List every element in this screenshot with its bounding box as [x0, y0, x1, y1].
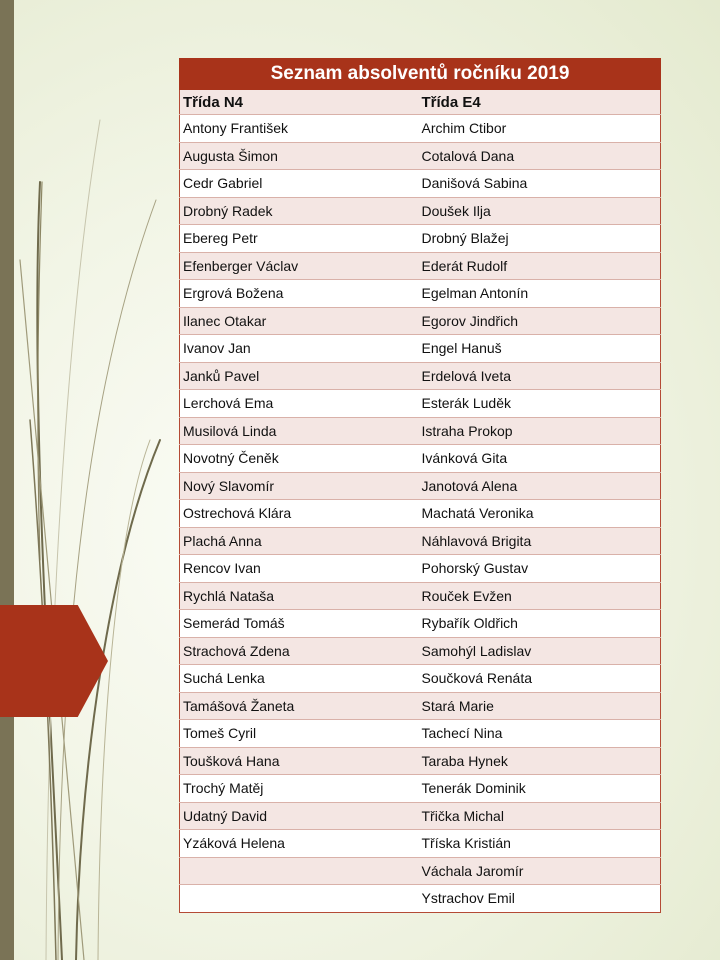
student-n4-cell: Trochý Matěj: [180, 775, 418, 803]
student-e4-cell: Cotalová Dana: [418, 142, 661, 170]
table-row: [180, 555, 661, 583]
student-n4-cell: Ergrová Božena: [180, 280, 418, 308]
table-row: [180, 197, 661, 225]
student-e4-cell: Doušek Ilja: [418, 197, 661, 225]
student-n4-cell: Nový Slavomír: [180, 472, 418, 500]
table-row: [180, 527, 661, 555]
student-e4-cell: Archim Ctibor: [418, 115, 661, 143]
student-e4-cell: Váchala Jaromír: [418, 857, 661, 885]
student-n4-cell: Udatný David: [180, 802, 418, 830]
student-e4-cell: Ystrachov Emil: [418, 885, 661, 913]
table-row: [180, 610, 661, 638]
table-title: Seznam absolventů ročníku 2019: [180, 59, 661, 90]
student-n4-cell: Strachová Zdena: [180, 637, 418, 665]
student-n4-cell: Ilanec Otakar: [180, 307, 418, 335]
student-e4-cell: Pohorský Gustav: [418, 555, 661, 583]
student-e4-cell: Rouček Evžen: [418, 582, 661, 610]
student-n4-cell: Ebereg Petr: [180, 225, 418, 253]
table-row: [180, 115, 661, 143]
student-n4-cell: Suchá Lenka: [180, 665, 418, 693]
student-n4-cell: [180, 857, 418, 885]
table-row: [180, 445, 661, 473]
student-e4-cell: Erdelová Iveta: [418, 362, 661, 390]
table-row: [180, 280, 661, 308]
student-n4-cell: Janků Pavel: [180, 362, 418, 390]
student-n4-cell: Augusta Šimon: [180, 142, 418, 170]
table-row: [180, 692, 661, 720]
graduates-table: [179, 58, 661, 913]
student-e4-cell: Rybařík Oldřich: [418, 610, 661, 638]
table-row: [180, 637, 661, 665]
student-n4-cell: Tomeš Cyril: [180, 720, 418, 748]
student-e4-cell: Třička Michal: [418, 802, 661, 830]
student-e4-cell: Tříska Kristián: [418, 830, 661, 858]
student-n4-cell: Yzáková Helena: [180, 830, 418, 858]
student-n4-cell: Rencov Ivan: [180, 555, 418, 583]
header-class-n4: Třída N4: [180, 90, 418, 115]
table-row: [180, 390, 661, 418]
table-row: [180, 720, 661, 748]
student-e4-cell: Machatá Veronika: [418, 500, 661, 528]
student-e4-cell: Součková Renáta: [418, 665, 661, 693]
table-row: [180, 417, 661, 445]
student-e4-cell: Samohýl Ladislav: [418, 637, 661, 665]
table-row: [180, 362, 661, 390]
student-n4-cell: Plachá Anna: [180, 527, 418, 555]
table-header-row: [180, 90, 661, 115]
table-row: [180, 830, 661, 858]
table-row: [180, 252, 661, 280]
table-row: [180, 885, 661, 913]
student-n4-cell: Cedr Gabriel: [180, 170, 418, 198]
student-e4-cell: Ederát Rudolf: [418, 252, 661, 280]
table-row: [180, 335, 661, 363]
table-row: [180, 747, 661, 775]
student-n4-cell: [180, 885, 418, 913]
student-n4-cell: Antony František: [180, 115, 418, 143]
student-e4-cell: Ivánková Gita: [418, 445, 661, 473]
student-e4-cell: Danišová Sabina: [418, 170, 661, 198]
student-e4-cell: Engel Hanuš: [418, 335, 661, 363]
table-row: [180, 142, 661, 170]
table-row: [180, 775, 661, 803]
student-n4-cell: Ivanov Jan: [180, 335, 418, 363]
table-row: [180, 665, 661, 693]
student-e4-cell: Egelman Antonín: [418, 280, 661, 308]
student-n4-cell: Novotný Čeněk: [180, 445, 418, 473]
student-e4-cell: Drobný Blažej: [418, 225, 661, 253]
student-e4-cell: Tenerák Dominik: [418, 775, 661, 803]
table-row: [180, 500, 661, 528]
student-e4-cell: Janotová Alena: [418, 472, 661, 500]
student-n4-cell: Semerád Tomáš: [180, 610, 418, 638]
student-n4-cell: Drobný Radek: [180, 197, 418, 225]
student-e4-cell: Esterák Luděk: [418, 390, 661, 418]
table-row: [180, 582, 661, 610]
student-n4-cell: Musilová Linda: [180, 417, 418, 445]
student-e4-cell: Tachecí Nina: [418, 720, 661, 748]
graduates-table-container: [179, 58, 660, 913]
student-e4-cell: Stará Marie: [418, 692, 661, 720]
header-class-e4: Třída E4: [418, 90, 661, 115]
table-row: [180, 857, 661, 885]
table-row: [180, 225, 661, 253]
table-row: [180, 170, 661, 198]
student-n4-cell: Efenberger Václav: [180, 252, 418, 280]
table-row: [180, 307, 661, 335]
table-row: [180, 472, 661, 500]
student-e4-cell: Taraba Hynek: [418, 747, 661, 775]
student-e4-cell: Egorov Jindřich: [418, 307, 661, 335]
student-n4-cell: Rychlá Nataša: [180, 582, 418, 610]
student-n4-cell: Toušková Hana: [180, 747, 418, 775]
student-n4-cell: Lerchová Ema: [180, 390, 418, 418]
table-row: [180, 802, 661, 830]
student-n4-cell: Tamášová Žaneta: [180, 692, 418, 720]
student-e4-cell: Istraha Prokop: [418, 417, 661, 445]
student-e4-cell: Náhlavová Brigita: [418, 527, 661, 555]
student-n4-cell: Ostrechová Klára: [180, 500, 418, 528]
